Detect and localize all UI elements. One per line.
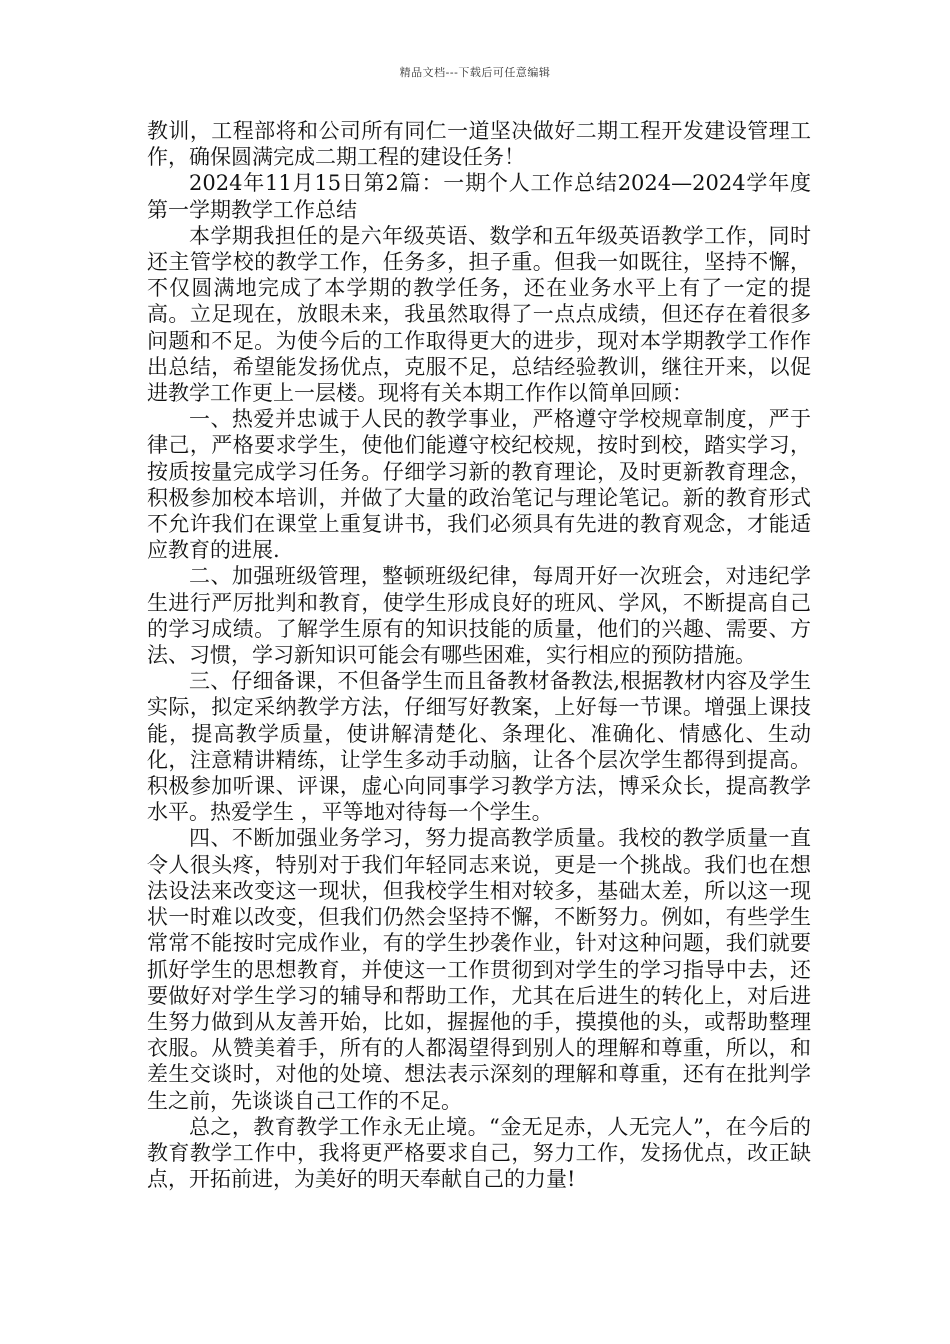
paragraph-point-2: 二、加强班级管理，整顿班级纪律，每周开好一次班会，对违纪学生进行严厉批判和教育，使学生形成良好的班风、学风，不断提高自己的学习成绩。了解学生原有的知识技能的质量，他们的兴趣、需要、方法、习惯，学习新知识可能会有哪些困难，实行相应的预防措施。 <box>147 564 811 668</box>
paragraph-conclusion: 总之，教育教学工作永无止境。“金无足赤，人无完人”，在今后的教育教学工作中，我将更严格要求自己，努力工作，发扬优点，改正缺点，开拓前进，为美好的明天奉献自己的力量! <box>147 1114 811 1192</box>
paragraph-point-1: 一、热爱并忠诚于人民的教学事业，严格遵守学校规章制度，严于律己，严格要求学生，使他们能遵守校纪校规，按时到校，踏实学习，按质按量完成学习任务。仔细学习新的教育理论，及时更新教育理念，积极参加校本培训，并做了大量的政治笔记与理论笔记。新的教育形式不允许我们在课堂上重复讲书，我们必须具有先进的教育观念，才能适应教育的进展. <box>147 407 811 563</box>
paragraph-continuation: 教训，工程部将和公司所有同仁一道坚决做好二期工程开发建设管理工作，确保圆满完成二期工程的建设任务！ <box>147 119 811 170</box>
paragraph-point-4: 四、不断加强业务学习，努力提高教学质量。我校的教学质量一直令人很头疼，特别对于我们年轻同志来说，更是一个挑战。我们也在想法设法来改变这一现状，但我校学生相对较多，基础太差，所以这一现状一时难以改变，但我们仍然会坚持不懈，不断努力。例如，有些学生常常不能按时完成作业，有的学生抄袭作业，针对这种问题，我们就要抓好学生的思想教育，并使这一工作贯彻到对学生的学习指导中去，还要做好对学生学习的辅导和帮助工作，尤其在后进生的转化上，对后进生努力做到从友善开始，比如，握握他的手，摸摸他的头，或帮助整理衣服。从赞美着手，所有的人都渴望得到别人的理解和尊重，所以，和差生交谈时，对他的处境、想法表示深刻的理解和尊重，还有在批判学生之前，先谈谈自己工作的不足。 <box>147 826 811 1113</box>
section-heading: 2024年11月15日第2篇：一期个人工作总结2024—2024学年度第一学期教学工作总结 <box>147 171 811 222</box>
paragraph-intro: 本学期我担任的是六年级英语、数学和五年级英语教学工作，同时还主管学校的教学工作，任务多，担子重。但我一如既往，坚持不懈，不仅圆满地完成了本学期的教学任务，还在业务水平上有了一定的提高。立足现在，放眼未来，我虽然取得了一点点成绩，但还存在着很多问题和不足。为使今后的工作取得更大的进步，现对本学期教学工作作出总结，希望能发扬优点，克服不足，总结经验教训，继往开来，以促进教学工作更上一层楼。现将有关本期工作作以简单回顾： <box>147 223 811 406</box>
paragraph-point-3: 三、仔细备课，不但备学生而且备教材备教法,根据教材内容及学生实际，拟定采纳教学方法，仔细写好教案，上好每一节课。增强上课技能，提高教学质量，使讲解清楚化、条理化、准确化、情感化、生动化，注意精讲精练，让学生多动手动脑，让各个层次学生都得到提高。积极参加听课、评课，虚心向同事学习教学方法，博采众长，提高教学水平。热爱学生 ，平等地对待每一个学生。 <box>147 669 811 825</box>
document-body <box>147 118 811 1192</box>
page-header: 精品文档---下载后可任意编辑 <box>399 66 551 79</box>
